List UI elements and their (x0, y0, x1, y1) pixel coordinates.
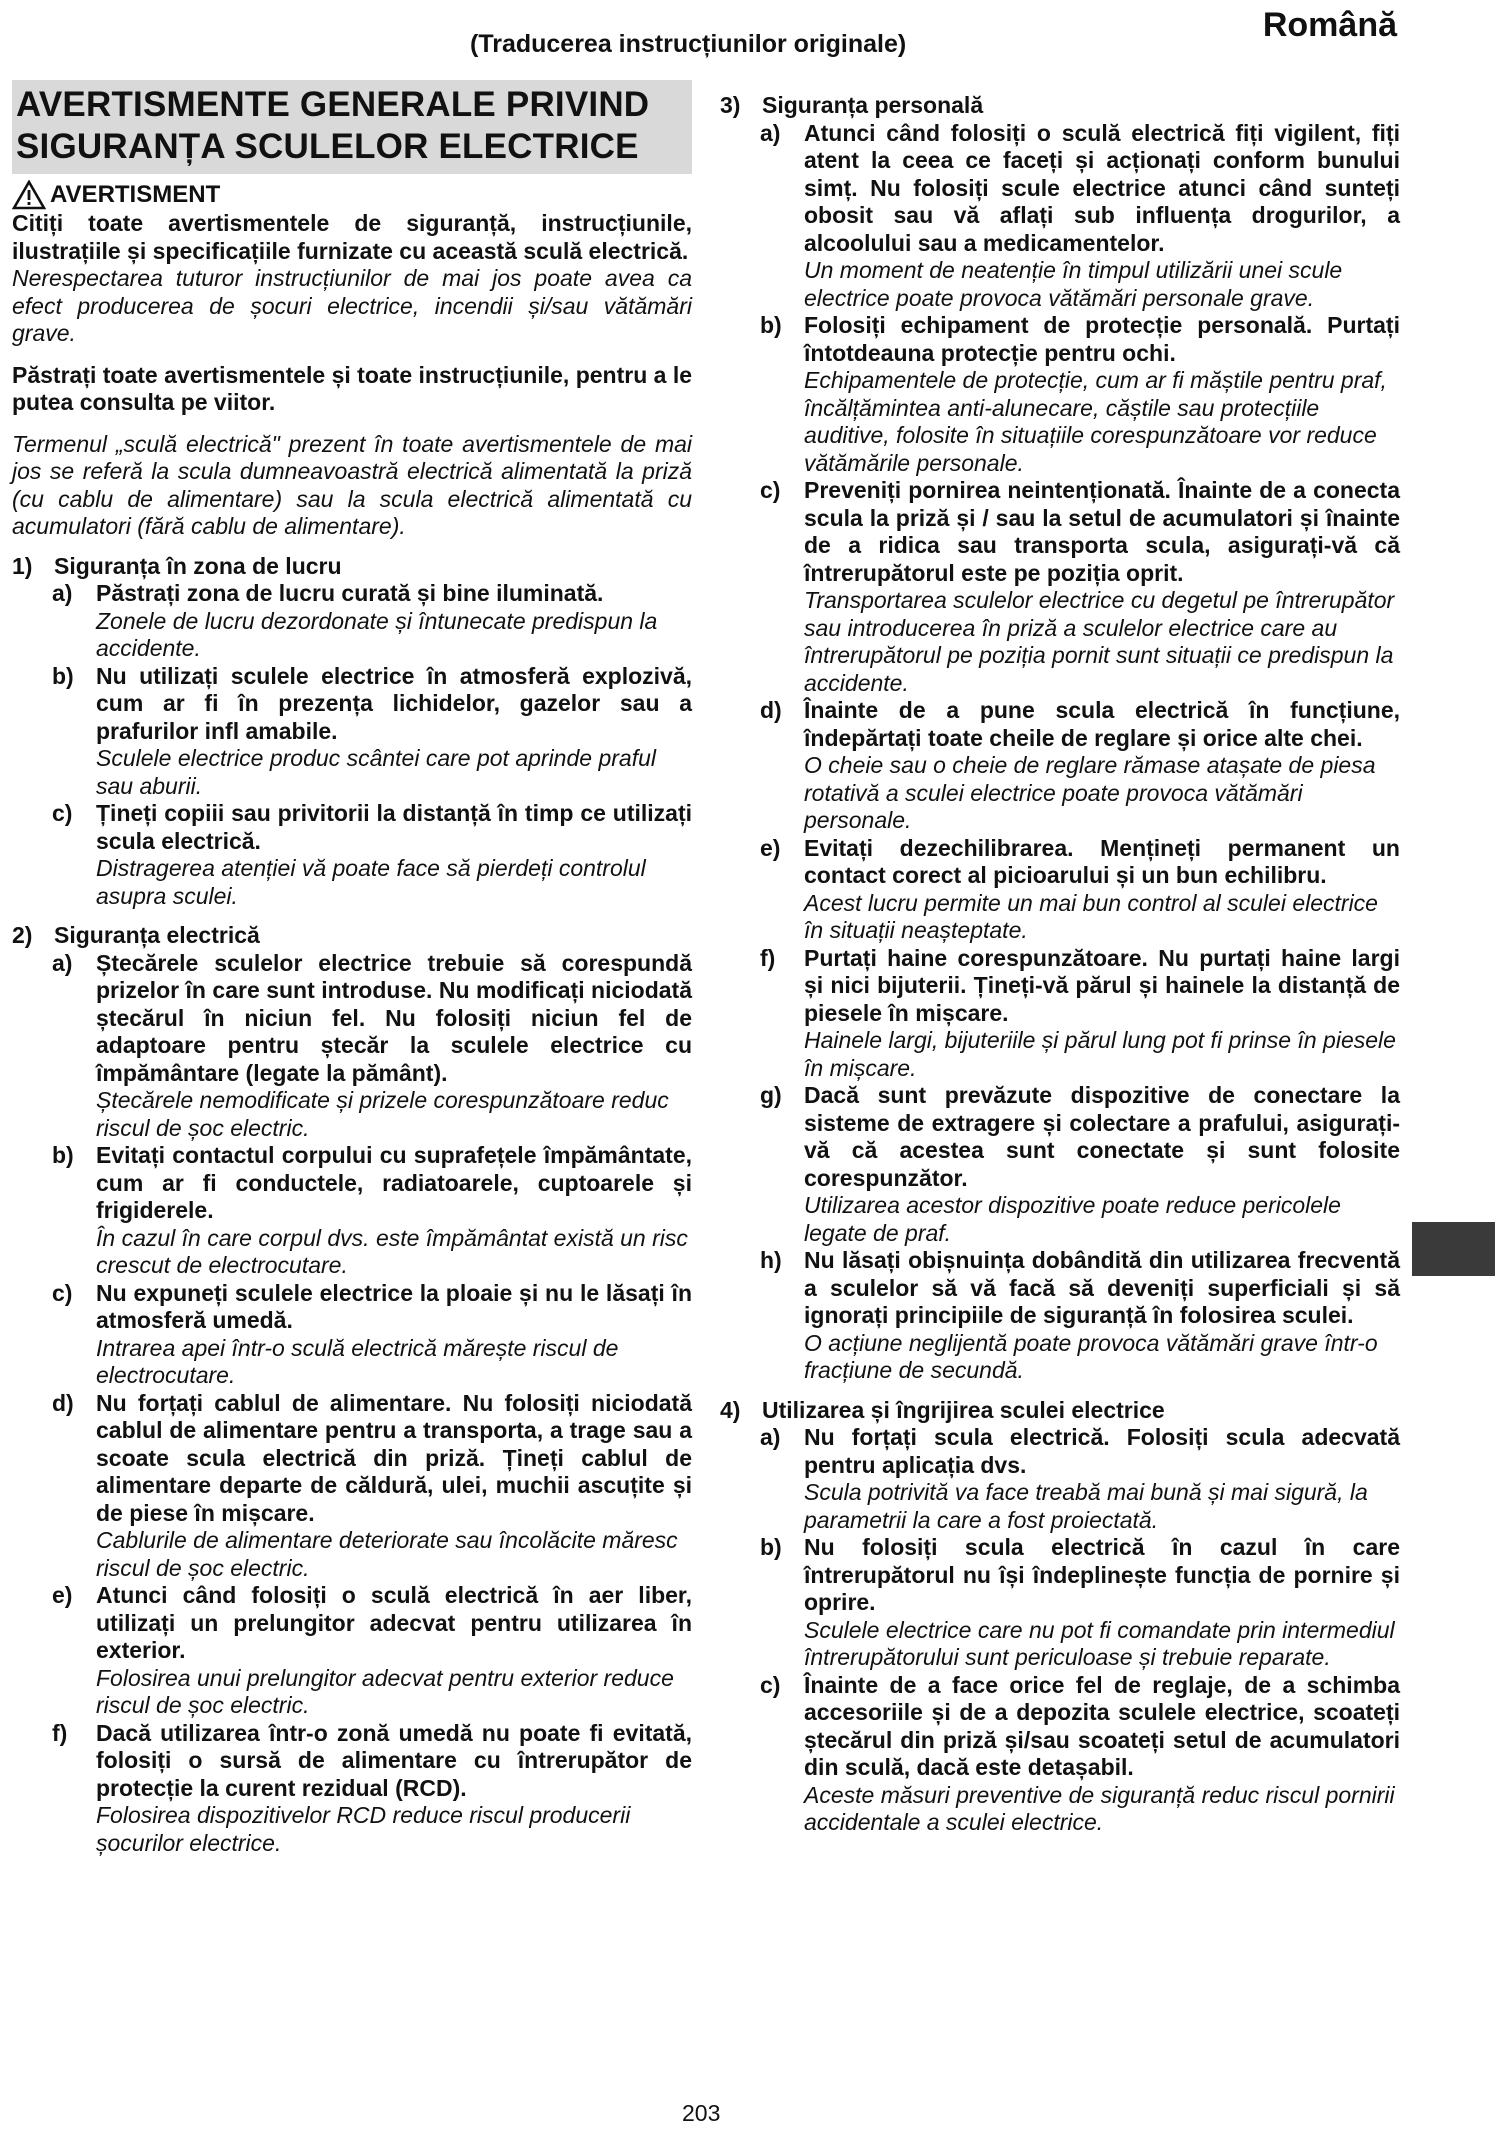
item-instruction: Țineți copiii sau privitorii la distanță în timp ce utilizați scula electrică. (96, 800, 692, 854)
item-letter: a) (760, 1424, 781, 1450)
section-number: 1) (12, 552, 33, 579)
list-item (12, 1582, 692, 1720)
item-instruction: Dacă sunt prevăzute dispozitive de conectare la sisteme de extragere și colectare a prafului, asigurați-vă că acestea sunt conectate și sunt folosite corespunzător. (804, 1082, 1400, 1191)
item-letter: d) (760, 697, 782, 723)
item-instruction: Preveniți pornirea neintenționată. Înainte de a conecta scula la priză și / sau la setul de acumulatori și înainte de a ridica sau transporta scula, asigurați-vă că întrerupătorul este pe poziția oprit. (804, 477, 1400, 586)
list-item (12, 580, 692, 663)
item-body (804, 1424, 1400, 1534)
item-letter: b) (760, 312, 782, 338)
item-explanation: Cablurile de alimentare deteriorate sau încolăcite măresc riscul de șoc electric. (96, 1527, 678, 1581)
item-instruction: Ștecărele sculelor electrice trebuie să corespundă prizelor în care sunt introduse. Nu modificați niciodată ștecărul în niciun fel. Nu folosiți niciun fel de adaptoare pentru ștecăr la sculele electrice cu împământare (legate la pământ). (96, 949, 692, 1086)
item-letter: c) (760, 1671, 781, 1698)
item-body (804, 1534, 1400, 1672)
translation-note: (Traducerea instrucțiunilor originale) (470, 30, 907, 58)
section-heading (12, 553, 692, 581)
list-item (720, 1082, 1400, 1247)
item-explanation: Un moment de neatenție în timpul utilizării unei scule electrice poate provoca vătămări personale grave. (804, 257, 1343, 311)
intro-bold: Citiți toate avertismentele de siguranță, instrucțiunile, ilustrațiile și specificațiile furnizate cu această sculă electrică. (12, 210, 692, 264)
warning-heading (12, 180, 692, 210)
intro-italic: Nerespectarea tuturor instrucțiunilor de mai jos poate avea ca efect producerea de șocuri electrice, incendii și/sau vătămări grave. (12, 265, 692, 346)
item-body (804, 477, 1400, 697)
item-explanation: Echipamentele de protecție, cum ar fi măștile pentru praf, încălțămintea anti-alunecare, căștile sau protecțiile auditive, folosite în situațiile corespunzătoare vor reduce vătămările personale. (804, 367, 1387, 476)
item-instruction: Nu utilizați sculele electrice în atmosferă explozivă, cum ar fi în prezența lichidelor, gazelor sau a prafurilor infl amabile. (96, 662, 692, 744)
item-body (804, 1672, 1400, 1837)
item-body (804, 697, 1400, 835)
item-instruction: Păstrați zona de lucru curată și bine iluminată. (96, 580, 604, 606)
term-definition: Termenul „sculă electrică" prezent în toate avertismentele de mai jos se referă la scula dumneavoastră electrică alimentată la priză (cu cablu de alimentare) sau la scula electrică alimentată cu acumulatori (fără cablu de alimentare). (12, 430, 692, 539)
item-explanation: Zonele de lucru dezordonate și întunecate predispun la accidente. (96, 607, 658, 661)
item-explanation: Aceste măsuri preventive de siguranță reduc riscul pornirii accidentale a sculei electrice. (804, 1781, 1395, 1835)
item-body (96, 663, 692, 801)
item-letter: c) (52, 1279, 73, 1306)
item-body (96, 1142, 692, 1280)
item-body (804, 312, 1400, 477)
section-number: 3) (720, 92, 741, 118)
list-item (12, 800, 692, 910)
item-explanation: Sculele electrice care nu pot fi comandate prin intermediul întrerupătorului sunt periculoase și trebuie reparate. (804, 1616, 1395, 1670)
item-body (804, 1247, 1400, 1385)
item-body (804, 835, 1400, 945)
item-explanation: Folosirea unui prelungitor adecvat pentru exterior reduce riscul de șoc electric. (96, 1664, 674, 1718)
section-title: Siguranța electrică (54, 922, 260, 948)
item-explanation: Intrarea apei într-o sculă electrică mărește riscul de electrocutare. (96, 1334, 619, 1388)
list-item (12, 1720, 692, 1858)
title-line-1: AVERTISMENTE GENERALE PRIVIND (16, 85, 650, 124)
item-body (804, 120, 1400, 313)
item-explanation: Acest lucru permite un mai bun control al sculei electrice în situații neașteptate. (804, 889, 1378, 943)
item-instruction: Purtați haine corespunzătoare. Nu purtați haine largi și nici bijuterii. Țineți-vă părul și hainele la distanță de piesele în mișcare. (804, 944, 1400, 1026)
section-heading (720, 92, 1400, 120)
list-item (720, 1247, 1400, 1385)
warning-triangle-icon (12, 180, 46, 210)
list-item (720, 697, 1400, 835)
section-title: Utilizarea și îngrijirea sculei electrice (762, 1396, 1165, 1423)
keep-instructions: Păstrați toate avertismentele și toate instrucțiunile, pentru a le putea consulta pe viitor. (12, 361, 692, 415)
item-instruction: Evitați contactul corpului cu suprafețele împământate, cum ar fi conductele, radiatoarele, cuptoarele și frigiderele. (96, 1142, 692, 1223)
item-explanation: Transportarea sculelor electrice cu degetul pe întrerupător sau introducerea în priză a sculelor electrice care au întrerupătorul pe poziția pornit sunt situații ce predispun la accidente. (804, 587, 1395, 696)
list-item (12, 1142, 692, 1280)
item-letter: c) (760, 477, 781, 503)
left-column (12, 80, 692, 1857)
item-body (96, 800, 692, 910)
item-instruction: Nu forțați scula electrică. Folosiți scula adecvată pentru aplicația dvs. (804, 1424, 1400, 1478)
section-heading (12, 922, 692, 950)
item-explanation: Distragerea atenției vă poate face să pierdeți controlul asupra sculei. (96, 855, 646, 909)
language-label: Română (1262, 6, 1397, 44)
item-letter: d) (52, 1389, 74, 1416)
item-body (96, 950, 692, 1143)
item-body (804, 945, 1400, 1083)
section-title: Siguranța personală (762, 92, 984, 118)
page-number: 203 (682, 2100, 721, 2126)
title-line-2: SIGURANȚA SCULELOR ELECTRICE (16, 127, 639, 166)
item-letter: f) (52, 1719, 68, 1746)
item-instruction: Nu lăsați obișnuința dobândită din utilizarea frecventă a sculelor să vă facă să deveniți superficiali și să ignorați principiile de siguranță în folosirea sculei. (804, 1247, 1400, 1328)
item-instruction: Folosiți echipament de protecție personală. Purtați întotdeauna protecție pentru ochi. (804, 312, 1400, 366)
item-body (96, 1280, 692, 1390)
section-number: 2) (12, 922, 33, 948)
list-item (720, 1672, 1400, 1837)
item-explanation: În cazul în care corpul dvs. este împământat există un risc crescut de electrocutare. (96, 1224, 688, 1278)
list-item (720, 1534, 1400, 1672)
section-number: 4) (720, 1396, 741, 1423)
list-item (12, 663, 692, 801)
warning-label: AVERTISMENT (50, 181, 221, 209)
item-explanation: Hainele largi, bijuteriile și părul lung pot fi prinse în piesele în mișcare. (804, 1027, 1396, 1081)
item-explanation: O cheie sau o cheie de reglare rămase atașate de piesa rotativă a sculei electrice poate provoca vătămări personale. (804, 752, 1376, 833)
item-explanation: Folosirea dispozitivelor RCD reduce riscul producerii șocurilor electrice. (96, 1802, 631, 1856)
item-letter: c) (52, 800, 73, 826)
item-instruction: Înainte de a pune scula electrică în funcțiune, îndepărtați toate cheile de reglare și orice alte chei. (804, 697, 1400, 751)
item-instruction: Înainte de a face orice fel de reglaje, de a schimba accesoriile și de a depozita sculele electrice, scoateți ștecărul din priză și/sau scoateți setul de acumulatori din sculă, dacă este detașabil. (804, 1671, 1400, 1780)
item-explanation: Sculele electrice produc scântei care pot aprinde praful sau aburii. (96, 745, 656, 799)
list-item (720, 945, 1400, 1083)
item-explanation: Scula potrivită va face treabă mai bună și mai sigură, la parametrii la care a fost proiectată. (804, 1479, 1368, 1533)
right-column (720, 80, 1400, 1837)
list-item (720, 477, 1400, 697)
section-heading (720, 1397, 1400, 1425)
item-explanation: O acțiune neglijentă poate provoca vătămări grave într-o fracțiune de secundă. (804, 1329, 1378, 1383)
item-explanation: Ștecărele nemodificate și prizele corespunzătoare reduc riscul de șoc electric. (96, 1087, 669, 1141)
item-instruction: Atunci când folosiți o sculă electrică fiți vigilent, fiți atent la ceea ce faceți și acționați conform bunului simț. Nu folosiți scule electrice atunci când sunteți obosit sau vă aflați sub influența drogurilor, a alcoolului sau a medicamentelor. (804, 119, 1400, 256)
item-instruction: Dacă utilizarea într-o zonă umedă nu poate fi evitată, folosiți o sursă de alimentare cu întrerupător de protecție la curent rezidual (RCD). (96, 1719, 692, 1801)
list-item (720, 312, 1400, 477)
item-letter: e) (52, 1582, 73, 1608)
item-instruction: Nu folosiți scula electrică în cazul în care întrerupătorul nu își îndeplinește funcția de pornire și oprire. (804, 1534, 1400, 1615)
item-letter: b) (52, 662, 74, 689)
item-letter: b) (52, 1142, 74, 1168)
list-item (720, 835, 1400, 945)
list-item (720, 1424, 1400, 1534)
item-instruction: Nu forțați cablul de alimentare. Nu folosiți niciodată cablul de alimentare pentru a transporta, a trage sau a scoate scula electrică din priză. Țineți cablul de alimentare departe de căldură, ulei, muchii ascuțite și de piese în mișcare. (96, 1389, 692, 1526)
list-item (12, 1390, 692, 1583)
item-body (96, 1582, 692, 1720)
item-body (96, 580, 692, 663)
item-letter: a) (760, 119, 781, 146)
item-instruction: Evitați dezechilibrarea. Mențineți permanent un contact corect al picioarului și un bun echilibru. (804, 834, 1400, 888)
item-letter: b) (760, 1534, 782, 1560)
item-letter: g) (760, 1082, 782, 1108)
item-letter: e) (760, 834, 781, 861)
item-letter: a) (52, 580, 73, 606)
list-item (12, 950, 692, 1143)
item-explanation: Utilizarea acestor dispozitive poate reduce pericolele legate de praf. (804, 1192, 1341, 1246)
item-letter: h) (760, 1247, 782, 1273)
item-body (804, 1082, 1400, 1247)
section-title: Siguranța în zona de lucru (54, 552, 342, 579)
item-letter: a) (52, 949, 73, 976)
right-sections (720, 92, 1400, 1837)
list-item (720, 120, 1400, 313)
left-sections (12, 553, 692, 1858)
item-letter: f) (760, 944, 776, 971)
item-instruction: Nu expuneți sculele electrice la ploaie și nu le lăsați în atmosferă umedă. (96, 1279, 692, 1333)
item-body (96, 1720, 692, 1858)
title-box (12, 80, 692, 174)
item-instruction: Atunci când folosiți o sculă electrică în aer liber, utilizați un prelungitor adecvat pentru utilizarea în exterior. (96, 1582, 692, 1663)
section-tab-marker (1412, 1222, 1495, 1276)
item-body (96, 1390, 692, 1583)
list-item (12, 1280, 692, 1390)
